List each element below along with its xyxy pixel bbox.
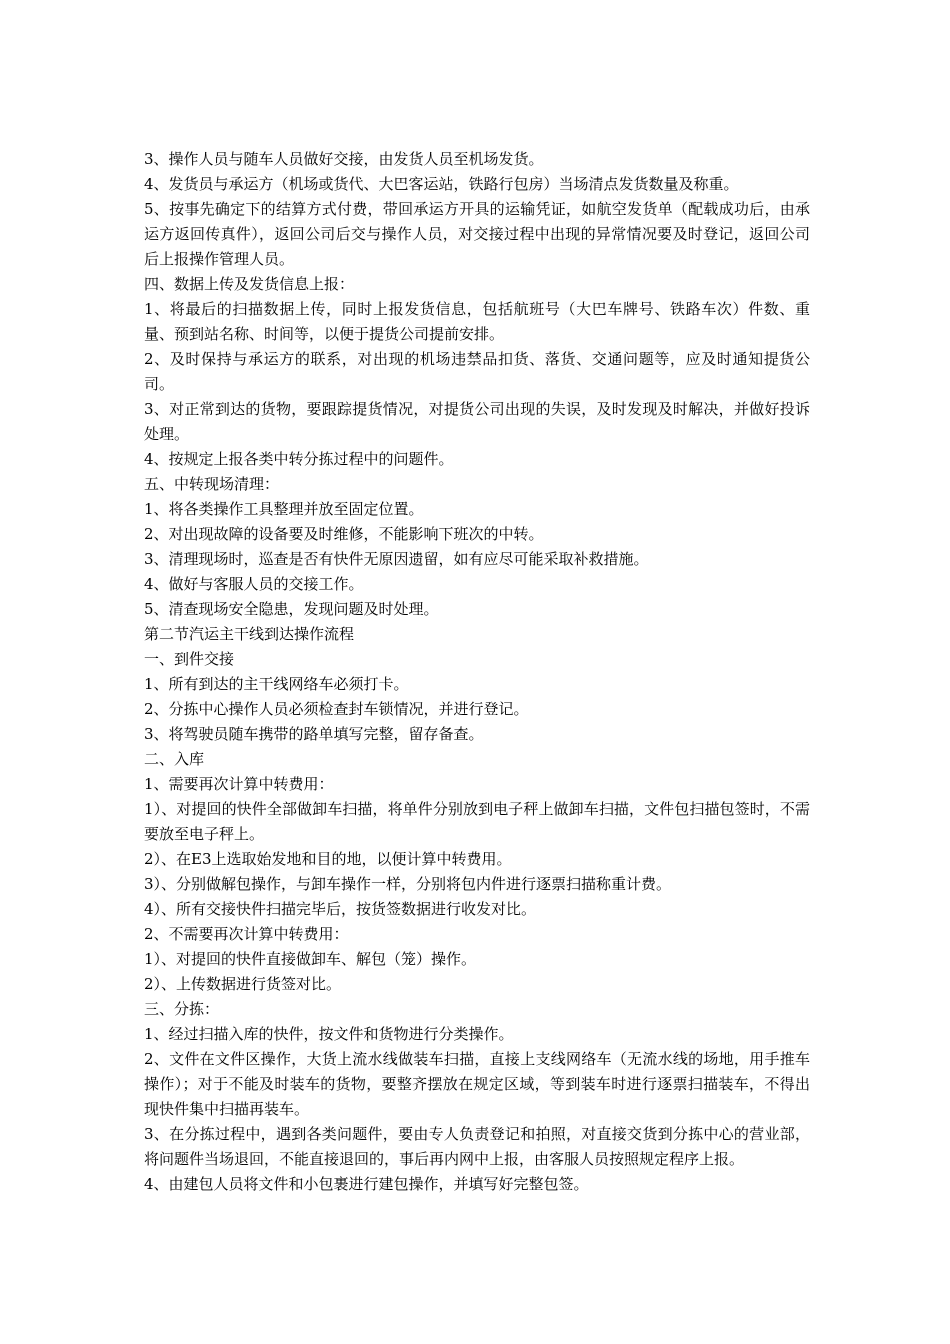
paragraph: 4、做好与客服人员的交接工作。 xyxy=(144,575,364,593)
paragraph: 4、按规定上报各类中转分拣过程中的问题件。 xyxy=(144,450,454,468)
paragraph: 1、需要再次计算中转费用： xyxy=(144,775,334,793)
paragraph: 2、分拣中心操作人员必须检查封车锁情况，并进行登记。 xyxy=(144,700,529,718)
chapter-heading: 第二节汽运主干线到达操作流程 xyxy=(144,625,355,643)
paragraph: 1、所有到达的主干线网络车必须打卡。 xyxy=(144,675,409,693)
paragraph: 2、及时保持与承运方的联系，对出现的机场违禁品扣货、落货、交通问题等，应及时通知提货公司。 xyxy=(144,350,810,393)
paragraph: 2、文件在文件区操作，大货上流水线做装车扫描，直接上支线网络车（无流水线的场地，用手推车操作）；对于不能及时装车的货物，要整齐摆放在规定区域，等到装车时进行逐票扫描装车，不得出现快件集中扫描再装车。 xyxy=(144,1050,810,1118)
paragraph: 4、由建包人员将文件和小包裹进行建包操作，并填写好完整包签。 xyxy=(144,1175,589,1193)
section-heading: 四、数据上传及发货信息上报： xyxy=(144,275,355,293)
paragraph: 1、将最后的扫描数据上传，同时上报发货信息，包括航班号（大巴车牌号、铁路车次）件数、重量、预到站名称、时间等，以便于提货公司提前安排。 xyxy=(144,300,810,343)
paragraph: 3、在分拣过程中，遇到各类问题件，要由专人负责登记和拍照，对直接交货到分拣中心的营业部，将问题件当场退回，不能直接退回的，事后再内网中上报，由客服人员按照规定程序上报。 xyxy=(144,1125,810,1168)
paragraph: 3、清理现场时，巡查是否有快件无原因遗留，如有应尽可能采取补救措施。 xyxy=(144,550,649,568)
paragraph: 1、将各类操作工具整理并放至固定位置。 xyxy=(144,500,424,518)
paragraph: 4）、所有交接快件扫描完毕后，按货签数据进行收发对比。 xyxy=(144,900,537,918)
paragraph: 5、按事先确定下的结算方式付费，带回承运方开具的运输凭证，如航空发货单（配载成功后，由承运方返回传真件），返回公司后交与操作人员，对交接过程中出现的异常情况要及时登记，返回公司后上报操作管理人员。 xyxy=(144,200,810,268)
paragraph: 1、经过扫描入库的快件，按文件和货物进行分类操作。 xyxy=(144,1025,514,1043)
paragraph: 2）、上传数据进行货签对比。 xyxy=(144,975,342,993)
section-heading: 三、分拣： xyxy=(144,1000,220,1018)
paragraph: 1）、对提回的快件直接做卸车、解包（笼）操作。 xyxy=(144,950,477,968)
section-heading: 二、入库 xyxy=(144,750,205,768)
paragraph: 2、对出现故障的设备要及时维修，不能影响下班次的中转。 xyxy=(144,525,544,543)
paragraph: 3、对正常到达的货物，要跟踪提货情况，对提货公司出现的失误，及时发现及时解决，并做好投诉处理。 xyxy=(144,400,810,443)
paragraph: 3、操作人员与随车人员做好交接，由发货人员至机场发货。 xyxy=(144,150,544,168)
paragraph: 5、清查现场安全隐患，发现问题及时处理。 xyxy=(144,600,439,618)
paragraph: 2）、在E3上选取始发地和目的地，以便计算中转费用。 xyxy=(144,850,512,868)
section-heading: 一、到件交接 xyxy=(144,650,235,668)
document-body xyxy=(144,147,810,1197)
paragraph: 2、不需要再次计算中转费用： xyxy=(144,925,349,943)
paragraph: 3、将驾驶员随车携带的路单填写完整，留存备查。 xyxy=(144,725,484,743)
paragraph: 4、发货员与承运方（机场或货代、大巴客运站，铁路行包房）当场清点发货数量及称重。 xyxy=(144,175,739,193)
paragraph: 1）、对提回的快件全部做卸车扫描，将单件分别放到电子秤上做卸车扫描，文件包扫描包签时，不需要放至电子秤上。 xyxy=(144,800,810,843)
paragraph: 3）、分别做解包操作，与卸车操作一样，分别将包内件进行逐票扫描称重计费。 xyxy=(144,875,672,893)
section-heading: 五、中转现场清理： xyxy=(144,475,280,493)
